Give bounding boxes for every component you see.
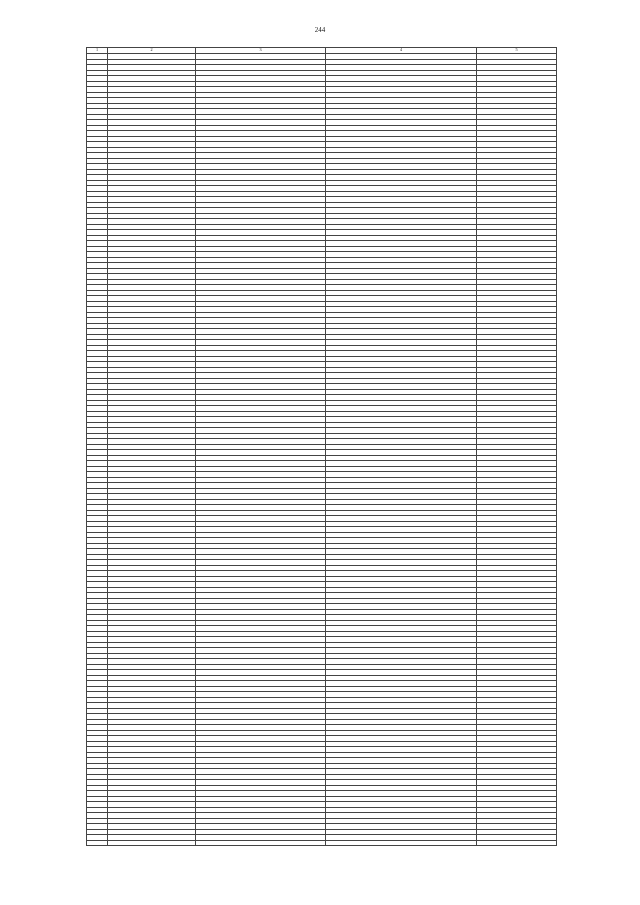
column-header-1: 1	[87, 48, 108, 54]
table-row	[87, 840, 557, 846]
table-body	[87, 54, 557, 846]
locality-cell	[108, 840, 196, 846]
column-header-5: 5	[477, 48, 557, 54]
column-header-4: 4	[326, 48, 477, 54]
page-number: 244	[314, 26, 326, 34]
work-type-cell	[326, 840, 477, 846]
period-cell	[477, 840, 557, 846]
address-cell	[196, 840, 326, 846]
register-table	[86, 47, 557, 846]
column-header-3: 3	[196, 48, 326, 54]
row-number-cell	[87, 840, 108, 846]
column-header-2: 2	[108, 48, 196, 54]
